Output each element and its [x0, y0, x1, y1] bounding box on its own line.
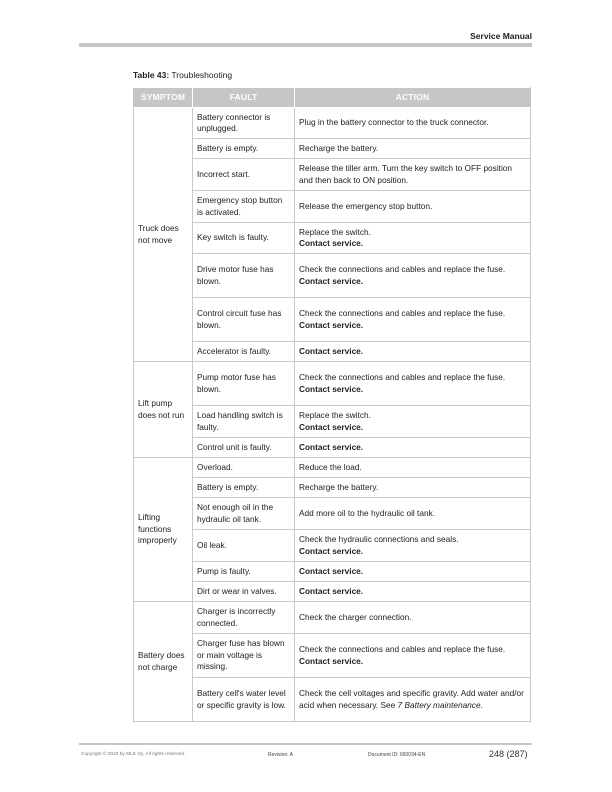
action-text-part: Check the cell voltages and specific gravity. Add water and/or acid when necessary. See: [299, 688, 524, 710]
action-text: Replace the switch.: [299, 226, 371, 237]
action-cell: [295, 602, 531, 634]
fault-cell: Pump is faulty.: [193, 562, 295, 582]
action-cell: [295, 498, 531, 530]
column-header-symptom: SYMPTOM: [134, 88, 193, 108]
contact-service-note: Contact service.: [299, 319, 364, 330]
table-row: [134, 298, 531, 342]
fault-cell: Charger is incorrectly connected.: [193, 602, 295, 634]
column-header-fault: FAULT: [193, 88, 295, 108]
table-row: [134, 139, 531, 159]
action-cell: [295, 298, 531, 342]
action-text: Check the connections and cables and replace the fuse.: [299, 308, 506, 318]
table-row: [134, 530, 531, 562]
footer-revision: Revision: A: [268, 752, 294, 758]
action-cell: [295, 530, 531, 562]
footer-divider: [79, 743, 532, 745]
table-row: [134, 562, 531, 582]
fault-cell: Overload.: [193, 458, 295, 478]
action-cell: [295, 342, 531, 362]
table-row: [134, 191, 531, 223]
action-text: [299, 688, 526, 711]
fault-cell: Battery connector is unplugged.: [193, 108, 295, 139]
action-cell: [295, 254, 531, 298]
action-text: Check the connections and cables and replace the fuse.: [299, 372, 506, 382]
action-cell: [295, 678, 531, 722]
fault-cell: Control unit is faulty.: [193, 438, 295, 458]
symptom-cell: Lifting functions improperly: [134, 458, 193, 602]
troubleshooting-table: [133, 87, 531, 722]
fault-cell: Charger fuse has blown or main voltage is missing.: [193, 634, 295, 678]
action-cell: [295, 406, 531, 438]
symptom-cell: Battery does not charge: [134, 602, 193, 722]
table-row: [134, 678, 531, 722]
column-header-action: ACTION: [295, 88, 531, 108]
table-caption-label: Table 43:: [133, 70, 170, 80]
table-row: [134, 406, 531, 438]
table-row: [134, 254, 531, 298]
action-cell: [295, 159, 531, 191]
table-body: [134, 108, 531, 722]
contact-service-note: Contact service.: [299, 421, 364, 432]
table-row: [134, 478, 531, 498]
table-row: [134, 108, 531, 139]
action-text: Plug in the battery connector to the truck connector.: [299, 117, 489, 128]
table-header-row: [134, 88, 531, 108]
cross-reference-link[interactable]: 7 Battery maintenance: [397, 699, 481, 710]
footer-document-id: Document ID: 660034-EN: [368, 752, 426, 758]
fault-cell: Battery is empty.: [193, 478, 295, 498]
table-caption-text: Troubleshooting: [169, 70, 233, 80]
fault-cell: Incorrect start.: [193, 159, 295, 191]
action-cell: [295, 634, 531, 678]
table-row: [134, 223, 531, 254]
contact-service-note: Contact service.: [299, 238, 364, 248]
action-cell: [295, 108, 531, 139]
fault-cell: Not enough oil in the hydraulic oil tank.: [193, 498, 295, 530]
fault-cell: Oil leak.: [193, 530, 295, 562]
table-row: [134, 602, 531, 634]
fault-cell: Drive motor fuse has blown.: [193, 254, 295, 298]
action-text: Release the tiller arm. Turn the key switch to OFF position and then back to ON position.: [299, 163, 513, 185]
action-cell: [295, 582, 531, 602]
footer-page-number: 248 (287): [489, 749, 528, 759]
fault-cell: Pump motor fuse has blown.: [193, 362, 295, 406]
action-text-suffix: .: [480, 699, 483, 710]
contact-service-note: Contact service.: [299, 585, 364, 596]
table-row: [134, 458, 531, 478]
fault-cell: Accelerator is faulty.: [193, 342, 295, 362]
action-text: Add more oil to the hydraulic oil tank.: [299, 507, 436, 518]
contact-service-note: Contact service.: [299, 275, 364, 286]
fault-cell: Battery cell's water level or specific gravity is low.: [193, 678, 295, 722]
table-row: [134, 582, 531, 602]
table-row: [134, 159, 531, 191]
fault-cell: Key switch is faulty.: [193, 223, 295, 254]
page-header-title: Service Manual: [470, 31, 532, 41]
symptom-cell: Truck does not move: [134, 108, 193, 362]
symptom-cell: Lift pump does not run: [134, 362, 193, 458]
action-text: Replace the switch.: [299, 410, 371, 420]
table-row: [134, 362, 531, 406]
contact-service-note: Contact service.: [299, 383, 364, 394]
action-text: Check the connections and cables and replace the fuse.: [299, 264, 506, 274]
action-text: Check the charger connection.: [299, 611, 412, 622]
action-cell: [295, 191, 531, 223]
action-cell: [295, 478, 531, 498]
fault-cell: Load handling switch is faulty.: [193, 406, 295, 438]
table-row: [134, 438, 531, 458]
action-text: Release the emergency stop button.: [299, 200, 433, 211]
contact-service-note: Contact service.: [299, 345, 364, 356]
action-text: Reduce the load.: [299, 461, 362, 472]
footer-copyright: Copyright © 2022 by MLE Oy. All rights reserved.: [81, 752, 186, 757]
action-cell: [295, 139, 531, 159]
fault-cell: Dirt or wear in valves.: [193, 582, 295, 602]
contact-service-note: Contact service.: [299, 545, 364, 556]
action-cell: [295, 458, 531, 478]
table-row: [134, 342, 531, 362]
action-cell: [295, 223, 531, 254]
action-text: Check the connections and cables and replace the fuse.: [299, 644, 506, 654]
table-row: [134, 634, 531, 678]
fault-cell: Battery is empty.: [193, 139, 295, 159]
table-caption: [133, 70, 232, 80]
action-cell: [295, 362, 531, 406]
fault-cell: Control circuit fuse has blown.: [193, 298, 295, 342]
contact-service-note: Contact service.: [299, 441, 364, 452]
action-text: Recharge the battery.: [299, 142, 379, 153]
contact-service-note: Contact service.: [299, 565, 364, 576]
action-text: Check the hydraulic connections and seals.: [299, 534, 459, 544]
action-cell: [295, 438, 531, 458]
action-text: Recharge the battery.: [299, 481, 379, 492]
fault-cell: Emergency stop button is activated.: [193, 191, 295, 223]
table-row: [134, 498, 531, 530]
action-cell: [295, 562, 531, 582]
header-divider: [79, 43, 532, 47]
contact-service-note: Contact service.: [299, 655, 364, 666]
